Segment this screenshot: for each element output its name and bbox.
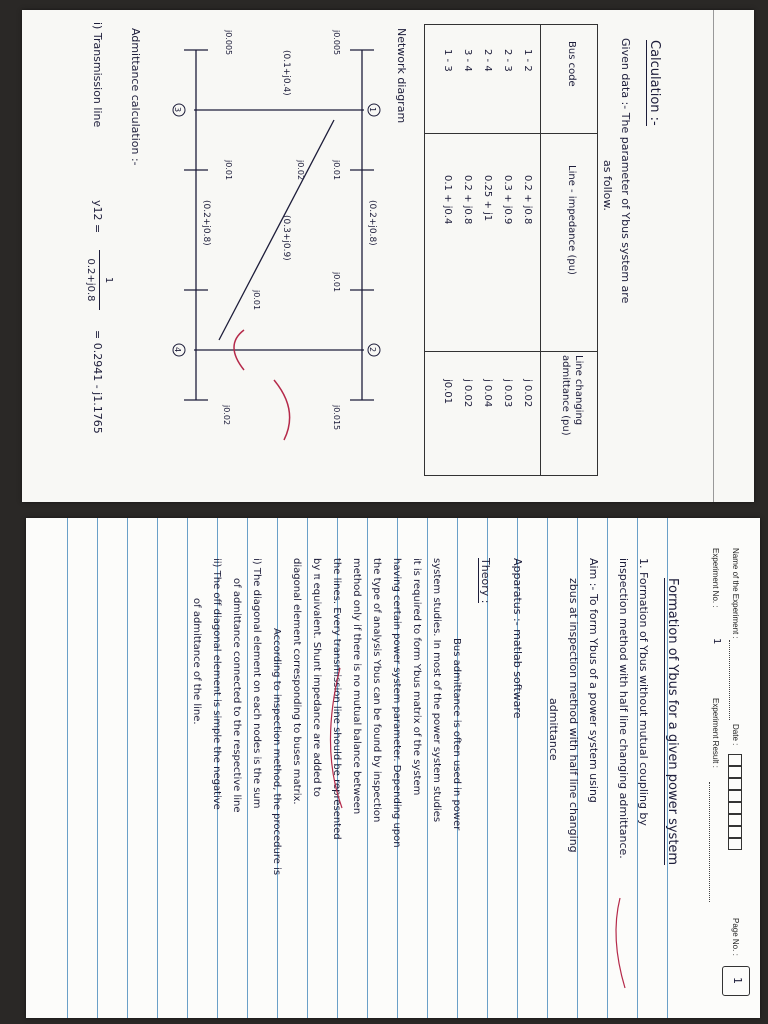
table-cell-bus-code: 3 - 4 xyxy=(462,49,473,72)
table-col-divider-1 xyxy=(425,133,597,134)
network-diagram-label: Network diagram xyxy=(395,28,408,124)
impedance-label: (0.1+j0.4) xyxy=(281,50,291,96)
given-data-line2: as follow. xyxy=(601,160,614,211)
impedance-label: (0.2+j0.8) xyxy=(367,200,377,246)
theory-line: diagonal element corresponding to buses matrix. xyxy=(291,558,302,805)
shunt-label: j0.01 xyxy=(224,160,233,181)
fraction-bar xyxy=(99,250,100,310)
theory-line: ii) The off diagonal element is simple the negative xyxy=(211,558,222,810)
table-header-admittance: Line changing admittance (pu) xyxy=(560,355,584,436)
table-cell-admittance: j 0.02 xyxy=(462,379,473,408)
fraction-denominator: 0.2+j0.8 xyxy=(85,258,96,302)
given-data-line1: Given data :- The parameter of Ybus system are xyxy=(619,38,632,304)
shunt-label: j0.005 xyxy=(224,30,233,56)
theory-heading: Theory : xyxy=(479,558,492,604)
fraction-numerator: 1 xyxy=(103,276,114,284)
red-underline xyxy=(330,668,342,808)
table-cell-impedance: 0.2 + j0.8 xyxy=(462,175,473,225)
top-page-content xyxy=(22,10,754,502)
red-underline xyxy=(616,898,625,988)
table-cell-bus-code: 1 - 3 xyxy=(442,49,453,72)
experiment-result-label: Experiment Result : xyxy=(711,698,720,768)
aim-line-2: zbus at inspection method with half line changing xyxy=(567,578,580,853)
shunt-label: j0.01 xyxy=(332,160,341,181)
theory-line: of admittance of the line. xyxy=(191,598,202,725)
network-diagram xyxy=(144,10,394,502)
table-cell-admittance: j0.01 xyxy=(442,379,453,405)
bottom-notebook-page xyxy=(26,518,760,1018)
table-col-divider-2 xyxy=(425,351,597,352)
bus-label: 3 xyxy=(173,107,182,113)
theory-line: Bus admittance is often used in power xyxy=(451,638,462,831)
apparatus-line: Apparatus :- matlab software xyxy=(511,558,524,719)
page-no-label: Page No. : xyxy=(731,918,740,956)
table-cell-bus-code: 1 - 2 xyxy=(522,49,533,72)
shunt-label: j0.005 xyxy=(332,30,341,56)
experiment-name-label: Name of the Experiment : xyxy=(731,548,740,639)
theory-line: According to inspection method, the procedure is xyxy=(271,628,282,876)
y12-result: = 0.2941 - j1.1765 xyxy=(91,330,104,434)
experiment-no-label: Experiment No. : xyxy=(711,548,720,608)
theory-line: the type of analysis Ybus can be found by inspection xyxy=(371,558,382,823)
impedance-label: (0.2+j0.8) xyxy=(201,200,211,246)
transmission-line-label: i) Transmission line xyxy=(91,22,104,128)
theory-line: having certain power system parameter. Depending upon xyxy=(391,558,402,848)
title-line-3: inspection method with half line changing admittance. xyxy=(617,558,630,859)
bus-label: 2 xyxy=(368,347,377,353)
theory-line: i) The diagonal element on each nodes is the sum xyxy=(251,558,262,809)
bus-label: 1 xyxy=(368,107,377,113)
page-number: 1 xyxy=(731,977,744,984)
bus-label: 4 xyxy=(173,347,182,353)
calculation-heading: Calculation :- xyxy=(647,40,662,126)
table-cell-bus-code: 2 - 3 xyxy=(502,49,513,72)
admittance-calc-heading: Admittance calculation :- xyxy=(129,28,142,166)
title-line-2: 1. Formation of Ybus without mutual coupling by xyxy=(637,558,650,826)
shunt-label: j0.01 xyxy=(332,272,341,293)
table-header-impedance: Line - impedance (pu) xyxy=(566,165,577,275)
theory-line: method only if there is no mutual balance between xyxy=(351,558,362,815)
theory-line: system studies. In most of the power system studies xyxy=(431,558,442,823)
table-cell-impedance: 0.25 + j1 xyxy=(482,175,493,222)
correction-tick xyxy=(274,380,290,440)
shunt-label: j0.02 xyxy=(296,160,305,181)
table-cell-admittance: j 0.02 xyxy=(522,379,533,408)
experiment-no-value: 1 xyxy=(711,638,722,645)
red-pen-marks xyxy=(26,518,760,1018)
table-cell-admittance: j 0.04 xyxy=(482,379,493,408)
line-2-3 xyxy=(219,120,334,340)
top-notebook-page xyxy=(22,10,754,502)
table-cell-admittance: j 0.03 xyxy=(502,379,513,408)
theory-line: the lines. Every transmission line should be represented xyxy=(331,558,342,840)
theory-line: by π equivalent. Shunt impedance are added to xyxy=(311,558,322,797)
y12-lhs: y12 = xyxy=(91,200,104,234)
impedance-label: (0.3+j0.9) xyxy=(281,215,291,261)
table-cell-impedance: 0.1 + j0.4 xyxy=(442,175,453,225)
table-cell-bus-code: 2 - 4 xyxy=(482,49,493,72)
experiment-title: Formation of Ybus for a given power system xyxy=(665,578,680,866)
date-label: Date : xyxy=(731,724,740,746)
shunt-label: j0.015 xyxy=(332,405,341,431)
table-cell-impedance: 0.2 + j0.8 xyxy=(522,175,533,225)
table-header-bus-code: Bus code xyxy=(566,41,577,87)
shunt-label: j0.02 xyxy=(222,405,231,426)
bottom-page-content xyxy=(26,518,760,1018)
shunt-label: j0.01 xyxy=(252,290,261,311)
theory-line: of admittance connected to the respective line xyxy=(231,578,242,813)
theory-line: it is required to form Ybus matrix of the system xyxy=(411,558,422,796)
table-cell-impedance: 0.3 + j0.9 xyxy=(502,175,513,225)
aim-line-1: Aim :- To form Ybus of a power system using xyxy=(587,558,600,803)
margin-line xyxy=(713,10,714,502)
aim-line-3: admittance xyxy=(547,698,560,761)
parameter-table xyxy=(424,24,598,476)
